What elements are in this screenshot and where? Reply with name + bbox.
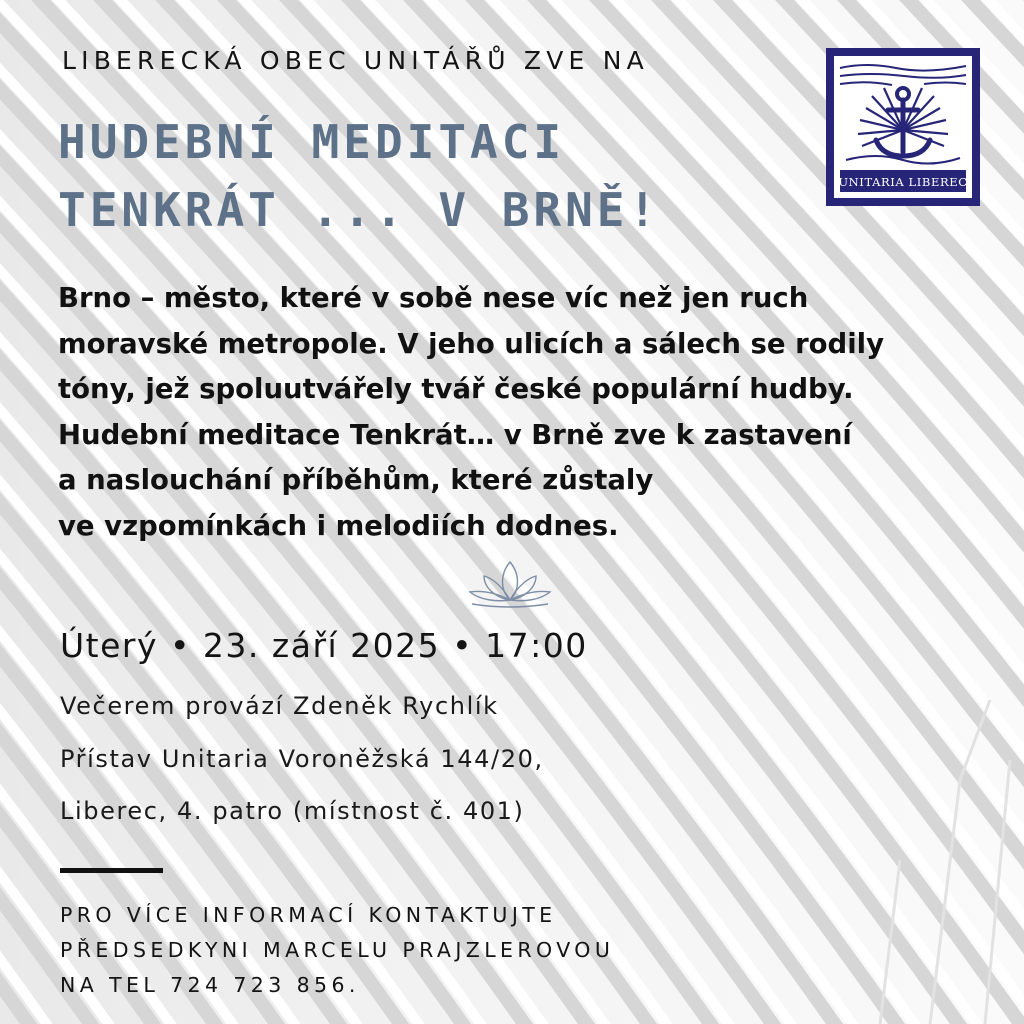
event-title-line-1: HUDEBNÍ MEDITACI <box>58 115 566 169</box>
description-line: moravské metropole. V jeho ulicích a sálech se rodily <box>58 327 885 360</box>
description-line: Hudební meditace Tenkrát… v Brně zve k zastavení <box>58 418 852 451</box>
contact-line: PRO VÍCE INFORMACÍ KONTAKTUJTE <box>60 903 557 927</box>
section-divider <box>60 868 163 873</box>
event-host: Večerem provází Zdeněk Rychlík <box>60 692 499 720</box>
unitaria-liberec-logo <box>826 48 980 206</box>
contact-line: PŘEDSEDKYNI MARCELU PRAJZLEROVOU <box>60 938 615 962</box>
lotus-icon <box>462 556 558 612</box>
contact-line: NA TEL 724 723 856. <box>60 973 360 997</box>
description-line: ve vzpomínkách i melodiích dodnes. <box>58 509 619 542</box>
event-date-time: Úterý • 23. září 2025 • 17:00 <box>60 626 588 665</box>
description-line: a naslouchání příběhům, které zůstaly <box>58 464 654 496</box>
event-title-line-2: TENKRÁT ... V BRNĚ! <box>58 183 661 237</box>
logo-text: UNITARIA LIBEREC <box>838 175 968 189</box>
description-line: Brno – město, které v sobě nese víc než jen ruch <box>58 282 809 314</box>
kicker-text: LIBERECKÁ OBEC UNITÁŘŮ ZVE NA <box>62 46 649 75</box>
event-description <box>58 276 988 549</box>
event-address-line-2: Liberec, 4. patro (místnost č. 401) <box>60 797 525 825</box>
description-line: tóny, jež spoluutvářely tvář české populární hudby. <box>58 373 854 405</box>
event-address-line-1: Přístav Unitaria Voroněžská 144/20, <box>60 745 544 773</box>
